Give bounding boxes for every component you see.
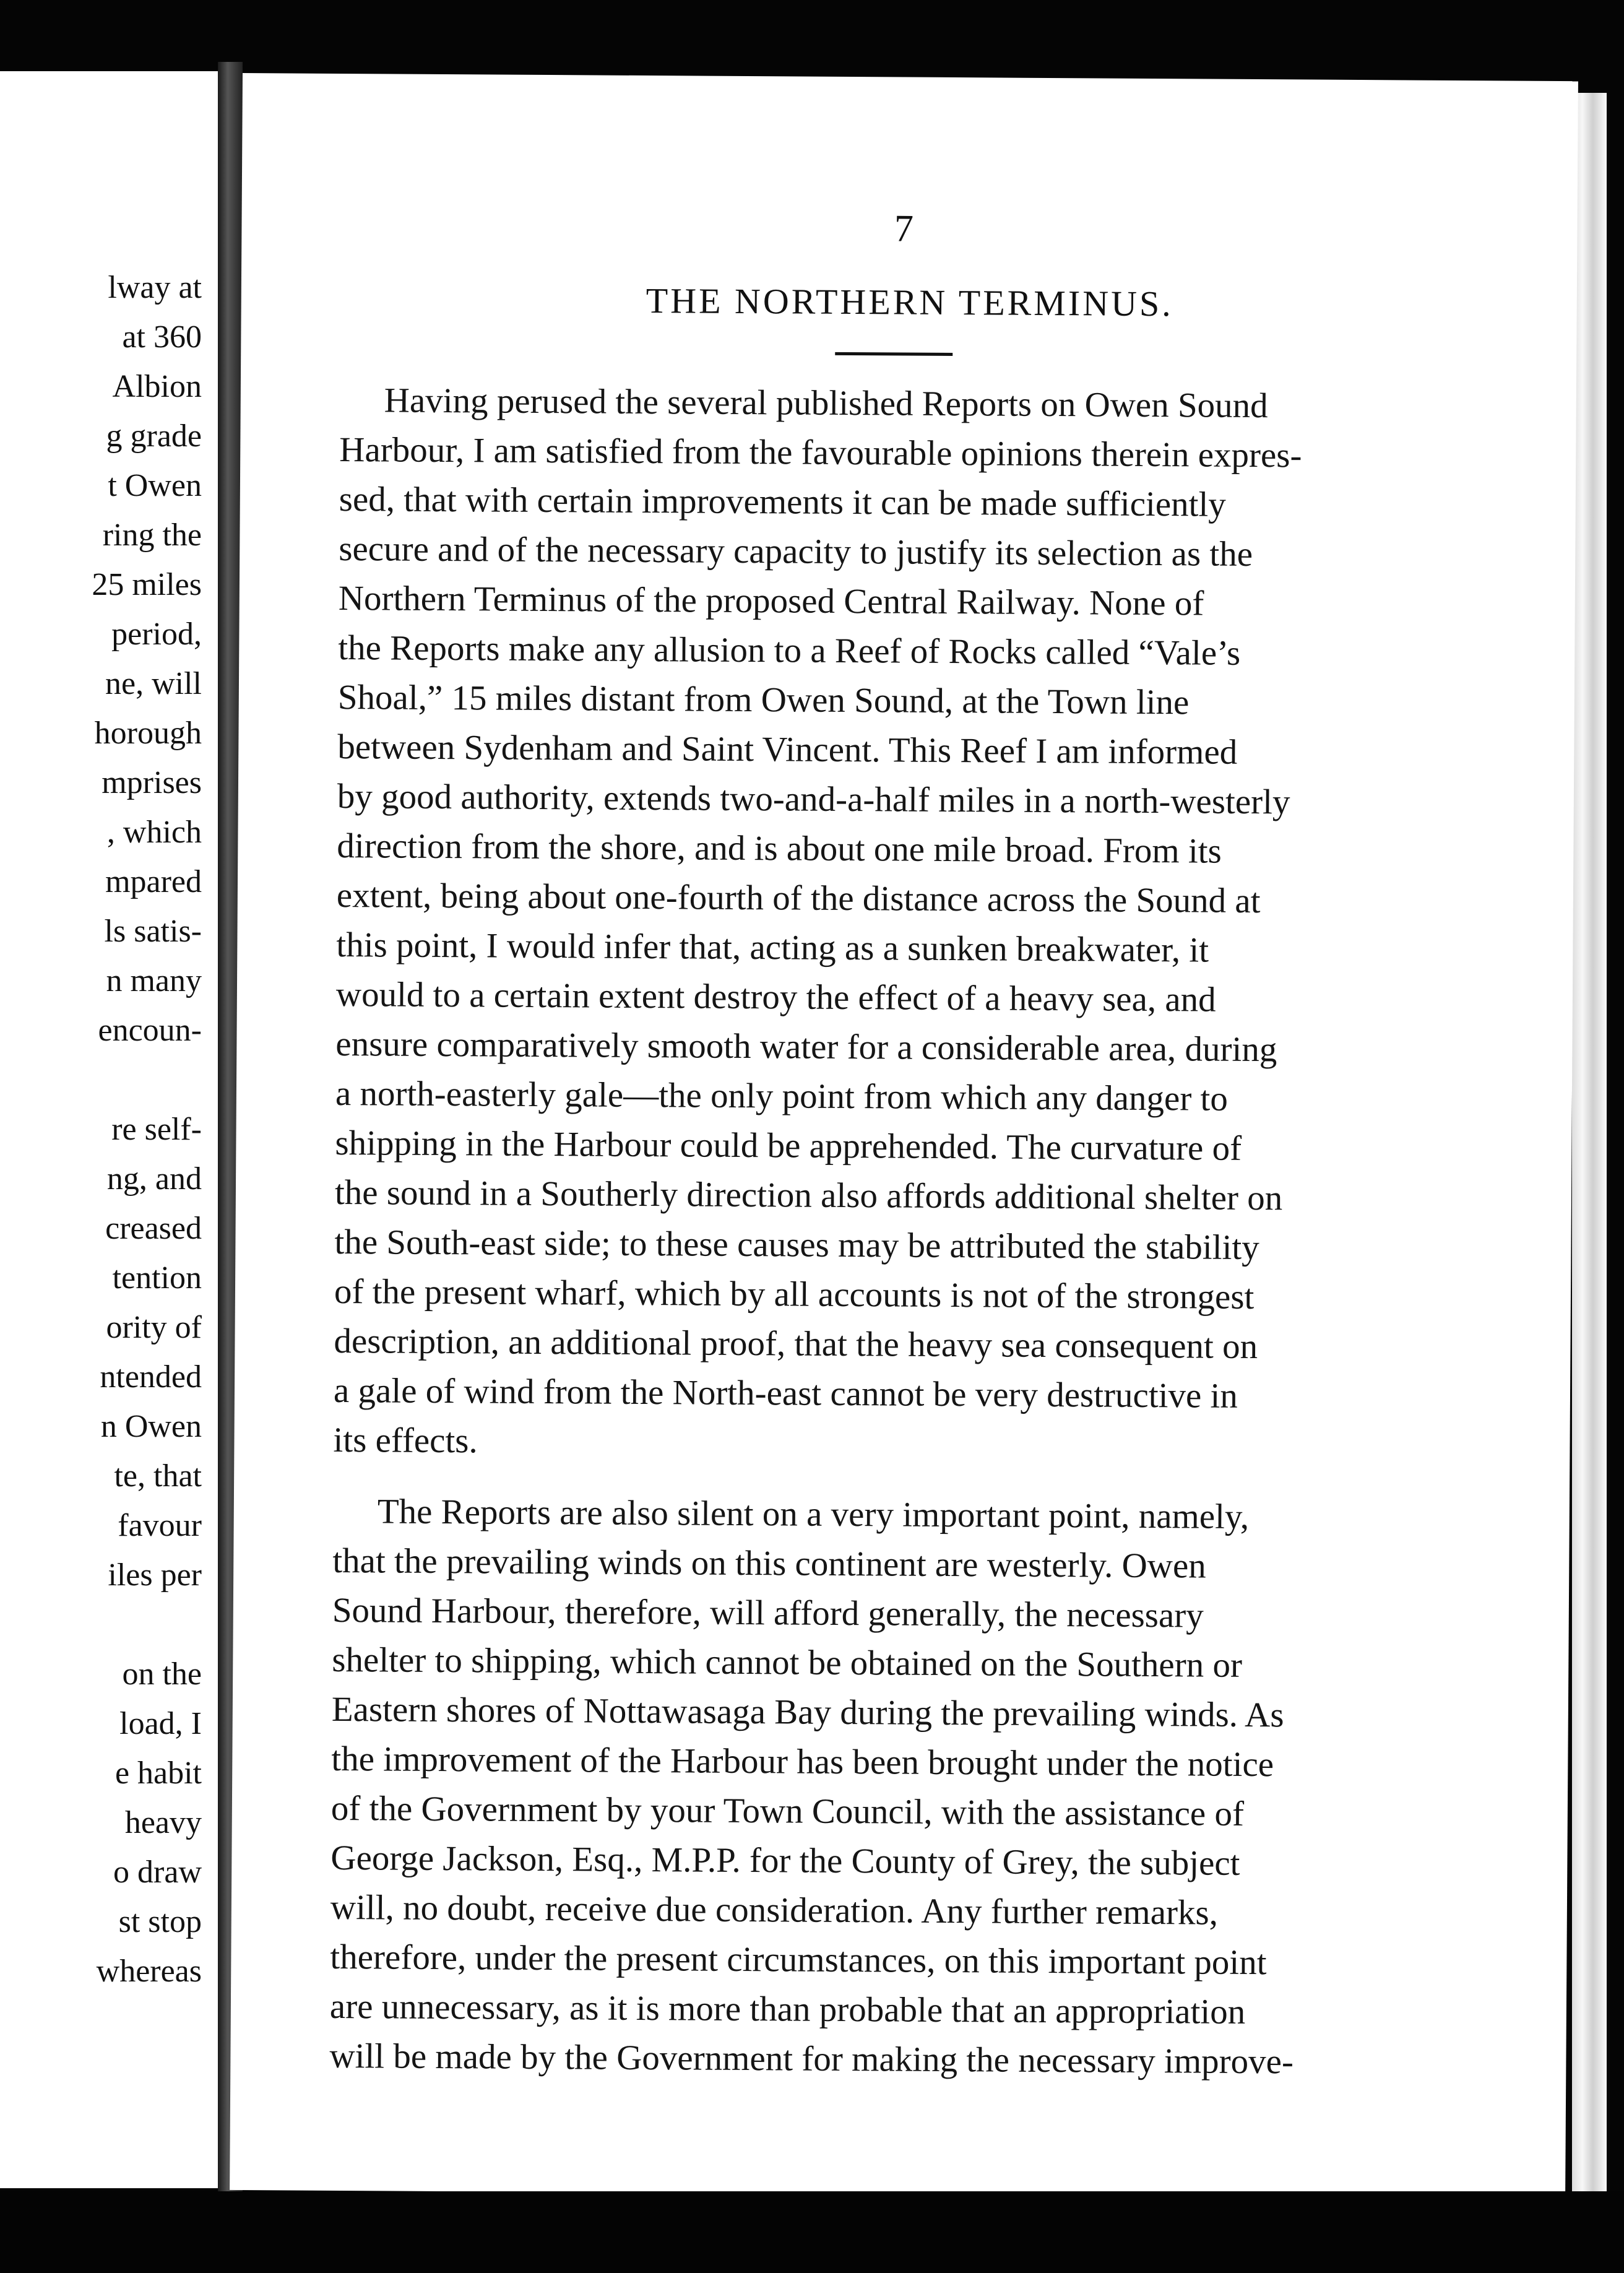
left-page-line: ntended	[100, 1359, 202, 1395]
scan-bottom-shadow	[0, 2191, 1624, 2273]
title-rule	[835, 352, 952, 356]
paragraph-1	[243, 73, 1578, 1461]
text-line: will be made by the Government for making the necessary improve-	[329, 2036, 1294, 2082]
left-page-line: load, I	[119, 1706, 202, 1741]
text-line: of the Government by your Town Council, with the assistance of	[330, 1788, 1245, 1834]
chapter-title: THE NORTHERN TERMINUS.	[646, 280, 1173, 324]
text-line: by good authority, extends two-and-a-half miles in a north-westerly	[337, 776, 1290, 822]
text-line: Sound Harbour, therefore, will afford generally, the necessary	[332, 1590, 1204, 1635]
text-line: Northern Terminus of the proposed Central Railway. None of	[338, 578, 1204, 623]
text-line: direction from the shore, and is about one mile broad. From its	[337, 826, 1222, 871]
left-page-line: ring the	[102, 517, 202, 553]
left-page-line: heavy	[124, 1805, 202, 1840]
text-line: therefore, under the present circumstances, on this important point	[330, 1937, 1267, 1983]
left-page-line: ority of	[106, 1310, 202, 1345]
left-page-line: mpared	[105, 864, 202, 899]
left-page-line: creased	[105, 1211, 202, 1246]
left-page-line: on the	[122, 1656, 202, 1692]
text-line: Harbour, I am satisfied from the favourable opinions therein expres-	[339, 430, 1302, 475]
text-line: ensure comparatively smooth water for a considerable area, during	[335, 1024, 1277, 1070]
left-page-line: whereas	[96, 1954, 202, 1989]
left-page-line: encoun-	[98, 1013, 202, 1048]
text-line: that the prevailing winds on this continent are westerly. Owen	[332, 1541, 1206, 1586]
text-line: shipping in the Harbour could be apprehended. The curvature of	[335, 1123, 1242, 1168]
page-number: 7	[894, 207, 914, 250]
text-line: its effects.	[333, 1420, 478, 1461]
text-line: Eastern shores of Nottawasaga Bay during the prevailing winds. As	[331, 1689, 1284, 1735]
left-page-line: t Owen	[108, 468, 202, 503]
left-page-line: Albion	[112, 369, 202, 404]
text-line: would to a certain extent destroy the effect of a heavy sea, and	[335, 974, 1216, 1020]
left-page-line: g grade	[106, 418, 202, 454]
left-page-line: , which	[106, 815, 202, 850]
text-line: are unnecessary, as it is more than probable that an appropriation	[329, 1986, 1246, 2032]
text-line: description, an additional proof, that the heavy sea consequent on	[334, 1321, 1258, 1367]
text-line: between Sydenham and Saint Vincent. This Reef I am informed	[337, 727, 1238, 772]
text-line: The Reports are also silent on a very important point, namely,	[377, 1492, 1250, 1536]
left-page-line: ng, and	[106, 1161, 202, 1197]
text-line: the Reports make any allusion to a Reef of Rocks called “Vale’s	[338, 628, 1241, 673]
left-page-line: tention	[112, 1260, 202, 1296]
text-line: extent, being about one-fourth of the distance across the Sound at	[336, 875, 1261, 921]
text-line: of the present wharf, which by all accounts is not of the strongest	[334, 1271, 1255, 1317]
text-line: this point, I would infer that, acting as a sunken breakwater, it	[336, 925, 1209, 970]
main-page	[230, 73, 1578, 2198]
text-line: George Jackson, Esq., M.P.P. for the County of Grey, the subject	[330, 1838, 1240, 1883]
text-line: sed, that with certain improvements it can be made sufficiently	[339, 479, 1226, 524]
left-page-line: o draw	[113, 1855, 202, 1890]
left-page-line: ne, will	[105, 666, 202, 701]
left-page-line: st stop	[118, 1904, 202, 1939]
text-line: a gale of wind from the North-east cannot be very destructive in	[333, 1370, 1238, 1416]
text-line: shelter to shipping, which cannot be obtained on the Southern or	[332, 1640, 1243, 1685]
text-line: secure and of the necessary capacity to justify its selection as the	[339, 529, 1253, 574]
left-page-line: 25 miles	[92, 567, 202, 602]
left-facing-page	[0, 71, 218, 2188]
text-line: the improvement of the Harbour has been brought under the notice	[331, 1739, 1274, 1785]
left-page-line: n Owen	[100, 1409, 202, 1444]
page-edge	[1572, 93, 1607, 2191]
text-line: a north-easterly gale—the only point from which any danger to	[335, 1073, 1229, 1119]
text-line: will, no doubt, receive due consideration. Any further remarks,	[330, 1887, 1219, 1933]
text-line: the sound in a Southerly direction also affords additional shelter on	[334, 1172, 1283, 1218]
left-page-line: ls satis-	[104, 914, 202, 949]
left-page-line: te, that	[114, 1458, 202, 1494]
text-line: Having perused the several published Reports on Owen Sound	[384, 381, 1268, 426]
left-page-line: iles per	[108, 1557, 202, 1593]
left-page-line: at 360	[122, 319, 202, 355]
text-line: Shoal,” 15 miles distant from Owen Sound, at the Town line	[337, 677, 1190, 722]
left-page-line: e habit	[114, 1756, 202, 1791]
left-page-line: re self-	[111, 1112, 202, 1147]
left-page-line: period,	[111, 617, 202, 652]
left-page-line: mprises	[102, 765, 202, 800]
left-page-line: horough	[94, 716, 202, 751]
text-line: the South-east side; to these causes may be attributed the stability	[334, 1222, 1259, 1268]
left-page-line: lway at	[108, 270, 202, 305]
left-page-line: favour	[118, 1508, 202, 1543]
left-page-line: n many	[106, 963, 202, 998]
